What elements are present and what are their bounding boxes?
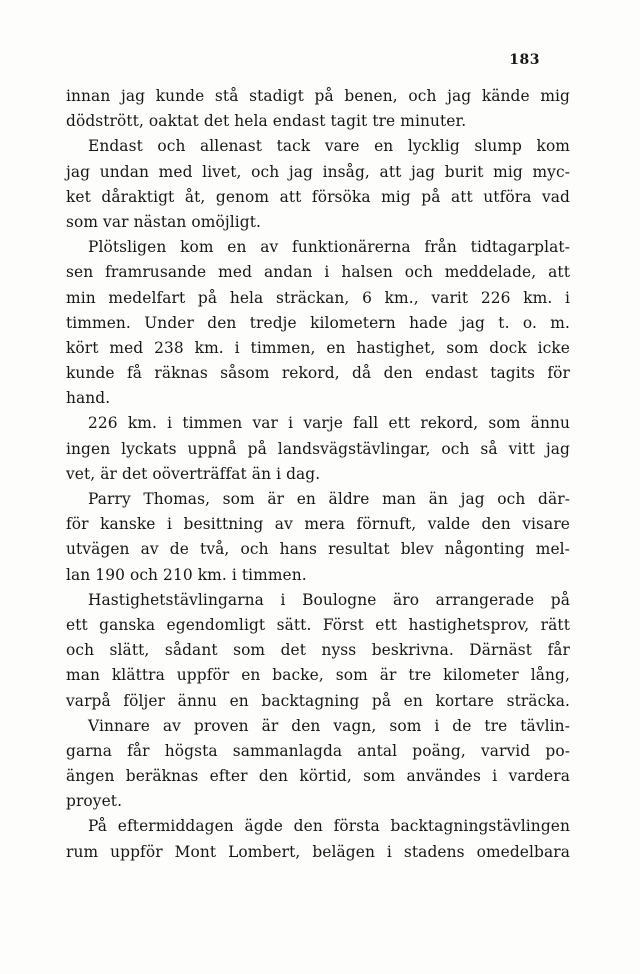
text-line: jag undan med livet, och jag insåg, att jag burit mig myc- (66, 162, 570, 181)
text-line: kunde få räknas såsom rekord, då den endast tagits för (66, 364, 570, 383)
text-line: 226 km. i timmen var i varje fall ett rekord, som ännu (88, 414, 570, 433)
text-line: innan jag kunde stå stadigt på benen, och jag kände mig (66, 87, 570, 105)
text-line: sen framrusande med andan i halsen och meddelade, att (66, 263, 570, 282)
text-line: vet, är det oöverträffat än i dag. (66, 464, 321, 483)
text-line: Hastighetstävlingarna i Boulogne äro arrangerade på (88, 590, 570, 609)
text-line: Vinnare av proven är den vagn, som i de tre tävlin- (88, 716, 570, 735)
page-number: 183 (509, 52, 540, 68)
text-line: kört med 238 km. i timmen, en hastighet, som dock icke (66, 338, 570, 357)
text-line: som var nästan omöjligt. (66, 212, 261, 231)
text-line: Plötsligen kom en av funktionärerna från tidtagarplat- (88, 238, 570, 257)
text-line: min medelfart på hela sträckan, 6 km., varit 226 km. i (66, 288, 570, 307)
text-line: garna får högsta sammanlagda antal poäng, varvid po- (66, 741, 570, 760)
text-line: ingen lyckats uppnå på landsvägstävlingar, och så vitt jag (66, 439, 570, 458)
text-line: varpå följer ännu en backtagning på en kortare sträcka. (66, 691, 570, 710)
text-line: Parry Thomas, som är en äldre man än jag och där- (88, 490, 570, 508)
text-line: lan 190 och 210 km. i timmen. (66, 565, 307, 584)
text-line: ket dåraktigt åt, genom att försöka mig på att utföra vad (66, 187, 570, 206)
text-line: dödstrött, oaktat det hela endast tagit tre minuter. (66, 112, 467, 131)
text-line: proyet. (66, 792, 123, 811)
text-line: utvägen av de två, och hans resultat blev någonting mel- (66, 540, 570, 559)
text-line: ängen beräknas efter den körtid, som användes i vardera (66, 767, 570, 786)
text-line: och slätt, sådant som det nyss beskrivna. Därnäst får (66, 641, 570, 660)
text-line: Endast och allenast tack vare en lycklig slump kom (88, 137, 570, 156)
text-line: för kanske i besittning av mera förnuft, valde den visare (66, 515, 570, 534)
text-line: rum uppför Mont Lombert, belägen i stadens omedelbara (66, 842, 570, 861)
text-line: På eftermiddagen ägde den första backtagningstävlingen (88, 817, 570, 836)
text-line: man klättra uppför en backe, som är tre kilometer lång, (66, 666, 570, 685)
body-text (66, 84, 570, 865)
text-line: hand. (66, 389, 111, 408)
text-line: timmen. Under den tredje kilometern hade jag t. o. m. (66, 313, 570, 332)
text-line: ett ganska egendomligt sätt. Först ett hastighetsprov, rätt (66, 615, 570, 634)
